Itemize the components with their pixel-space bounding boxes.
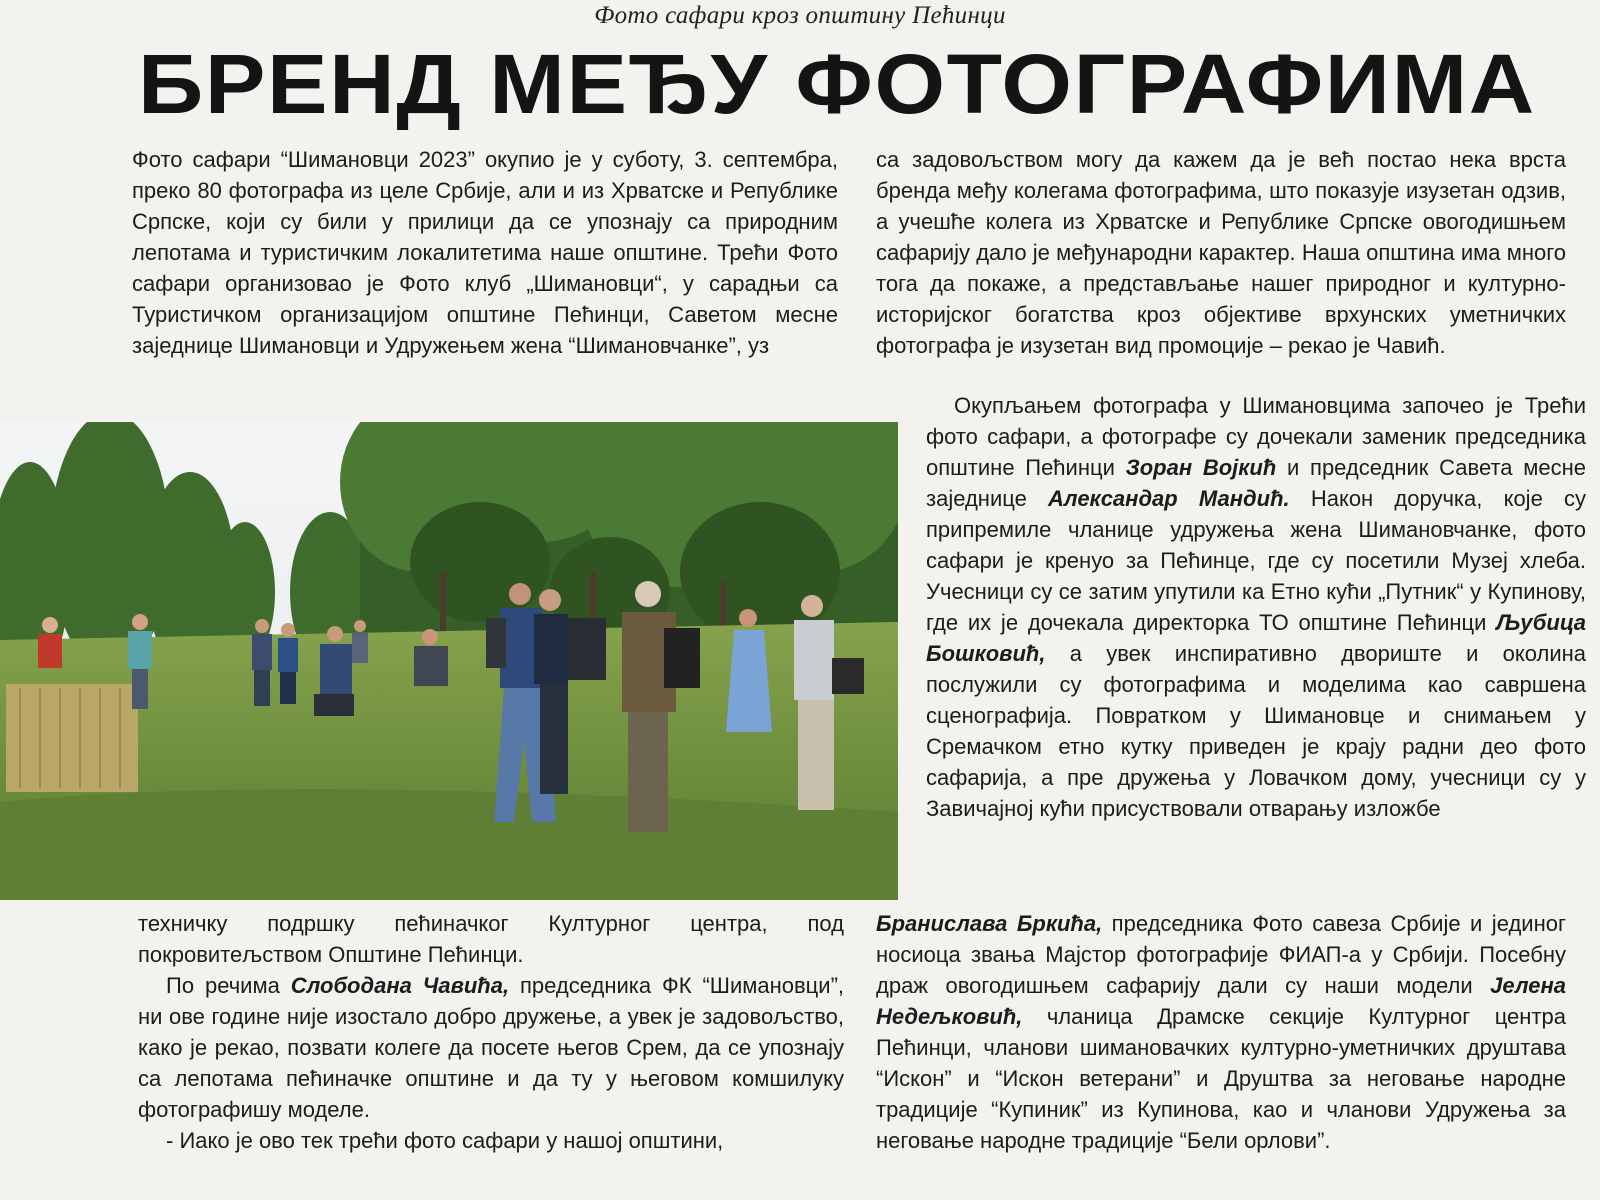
welcome-text-1: Окупљањем фотографа у Шимановцима започео је Трећи фото сафари, а фотографе су дочекали заменик председника општине Пећинци [926,393,1586,480]
lead-paragraph: Фото сафари “Шимановци 2023” окупио је у суботу, 3. септембра, преко 80 фотографа из целе Србије, али и из Хрватске и Републике Српске, који су били у прилици да се упознају са природним лепотама и туристичким локалитетима наше општине. Трећи Фото сафари организовао је Фото клуб „Шимановци“, у сарадњи са Туристичком организацијом општине Пећинци, Саветом месне заједнице Шимановци и Удружењем жена “Шимановчанке”, уз [132,147,838,358]
welcome-paragraph [926,390,1586,824]
name-slobodan-cavic: Слободана Чавића, [290,973,510,998]
quote-paragraph [138,970,844,1125]
quote-continuation: са задовољством могу да кажем да је већ постао нека врста бренда међу колегама фотографима, што показује изузетан одзив, а учешће колега из Хрватске и Републике Српске овогодишњем сафарију дало је међународни карактер. Наша општина има много тога да покаже, а представљање нашег природног и културно-историјског богатства кроз објективе врхунских уметничких фотографа је изузетан вид промоције – рекао је Чавић. [876,147,1566,358]
exhibition-paragraph [876,908,1566,1156]
welcome-text-3: Након доручка, које су припремиле чланице удружења жена Шимановчанке, фото сафари је кренуо за Пећинце, где су посетили Музеј хлеба. Учесници су се затим упутили ка Етно кући „Путник“ у Купинову, где их је дочекала директорка ТО општине Пећинци [926,486,1586,635]
left-column-bottom [138,908,844,1156]
name-branislav-brkic: Бранислава Бркића, [876,911,1103,936]
article-kicker: Фото сафари кроз општину Пећинци [594,2,1006,29]
exhibition-text-2: чланица Драмске секције Културног центра Пећинци, чланови шимановачких културно-уметничких друштава “Искон” и “Искон ветерани” и Друштва за неговање народне традиције “Купиник” из Купинова, као и чланови Удружења за неговање народне традиције “Бели орлови”. [876,1004,1566,1153]
name-aleksandar-mandic: Александар Мандић. [1048,486,1290,511]
continued-paragraph: техничку подршку пећиначког Културног центра, под покровитељством Општине Пећинци. [138,911,844,967]
welcome-text-2: и председник Савета месне заједнице [926,455,1586,511]
name-ljubica-boskovic: Љубица Бошковић, [926,610,1586,666]
right-column-bottom [876,908,1566,1156]
welcome-text-4: а увек инспиративно двориште и околина послужили су фотографима и моделима као савршена сценографија. Повратком у Шимановце и снимањем у Сремачком етно кутку приведен је крају радни део фото сафарија, а пре дружења у Ловачком дому, учесници су у Завичајној кући присуствовали отварању изложбе [926,641,1586,821]
article-headline: БРЕНД МЕЂУ ФОТОГРАФИМА [138,37,1536,131]
right-column-top [876,144,1566,361]
name-jelena-nedeljkovic: Јелена Недељковић, [876,973,1566,1029]
name-zoran-vojkic: Зоран Војкић [1125,455,1277,480]
exhibition-text-1: председника Фото савеза Србије и јединог носиоца звања Мајстор фотографије ФИАП-а у Србији. Посебну драж овогодишњем сафарију дали су наши модели [876,911,1566,998]
right-column-middle [926,390,1586,824]
dash-paragraph: - Иако је ово тек трећи фото сафари у нашој општини, [166,1128,724,1153]
left-column-top [132,144,838,361]
quote-intro: По речима [166,973,291,998]
quote-text: председника ФК “Шимановци”, ни ове године није изостало добро дружење, а увек је задовољство, како је рекао, позвати колеге да посете његов Срем, да се упознају са лепотама пећиначке општине и да ту у његовом комшилуку фотографишу моделе. [138,973,845,1122]
article-photo [0,422,898,900]
